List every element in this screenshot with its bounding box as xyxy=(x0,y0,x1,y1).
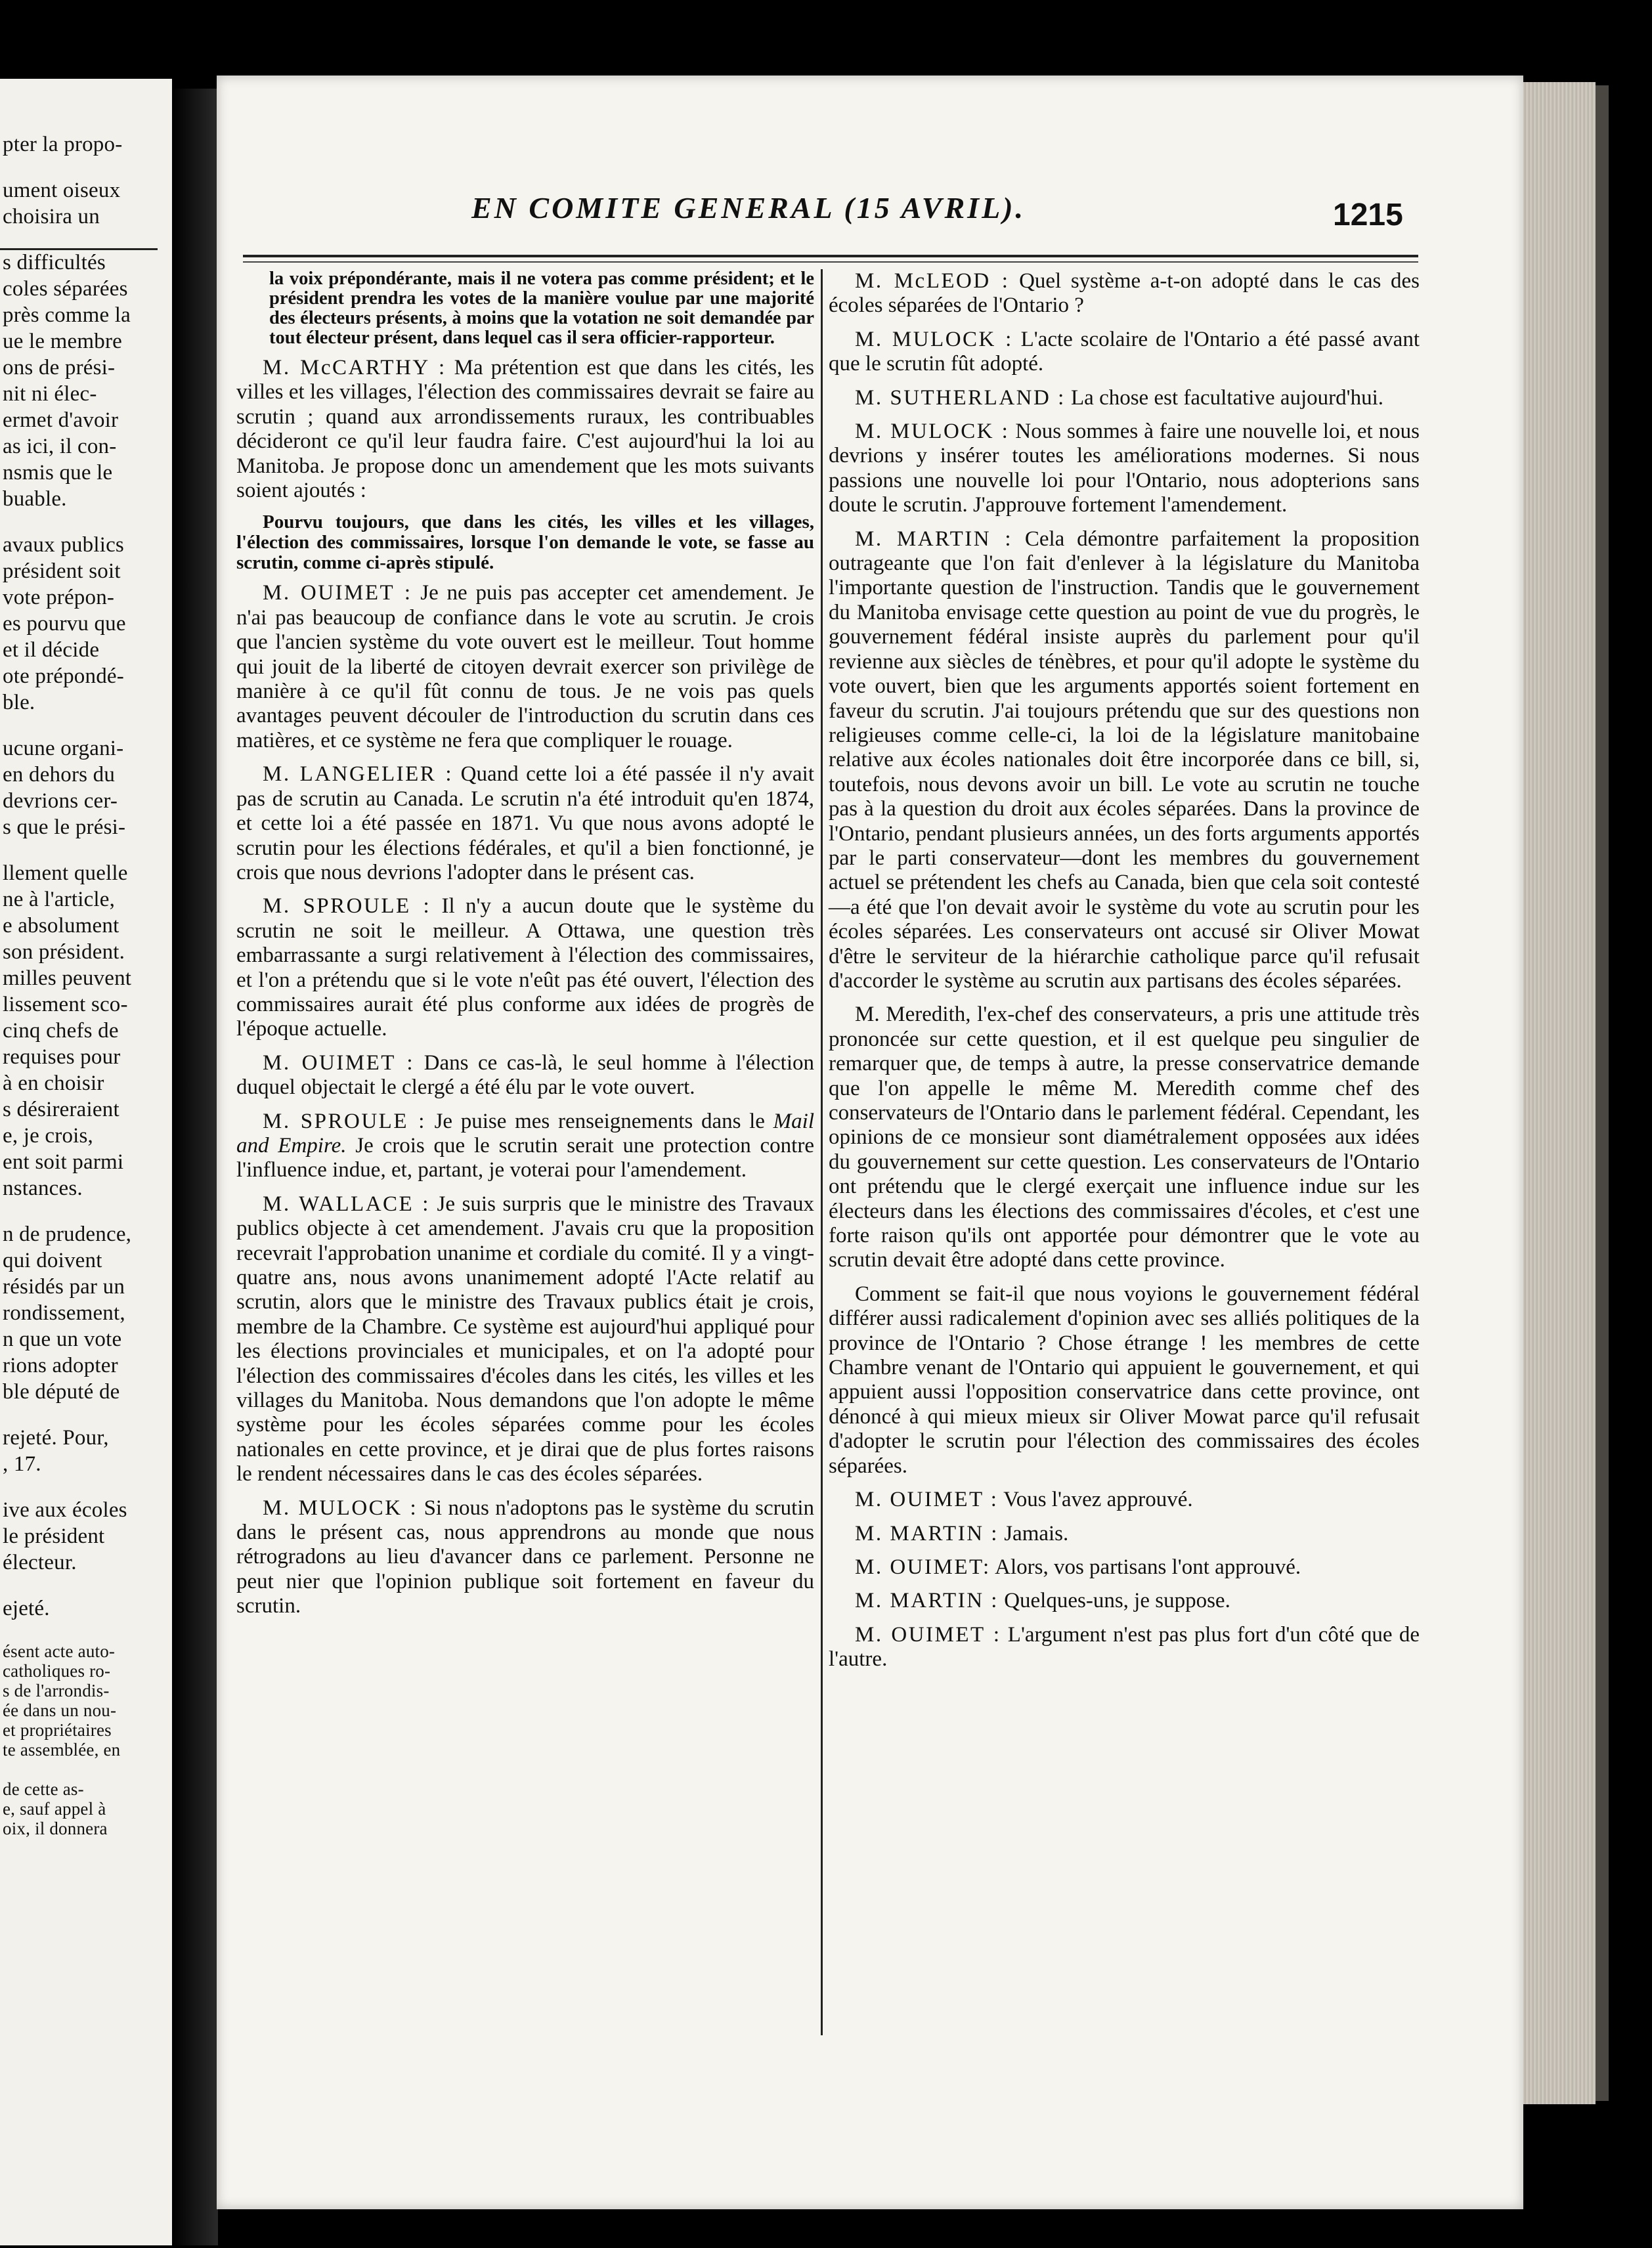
page-edges xyxy=(1523,82,1596,2104)
fragment-line: et propriétaires xyxy=(3,1720,112,1740)
speaker-name: M. MARTIN : xyxy=(855,527,1013,551)
fragment-line: en dehors du xyxy=(3,763,116,787)
fragment-line: électeur. xyxy=(3,1551,77,1574)
fragment-line: as ici, il con- xyxy=(3,435,117,458)
fragment-line: ue le membre xyxy=(3,330,122,353)
speech xyxy=(236,1496,814,1619)
amendment-quote: Pourvu toujours, que dans les cités, les villes et les villages, l'élection des commissaires, lorsque l'on demande le vote, se fasse au scrutin, comme ci-après stipulé. xyxy=(236,511,814,574)
speech-text: Quand cette loi a été passée il n'y avait pas de scrutin au Canada. Le scrutin n'a été introduit qu'en 1874, et cette loi a été passée en 1871. Vu que nous avons adopté le scrutin pour les élections fédérales, et qu'il a bien fonctionné, je crois que nous devrions l'adopter dans le présent cas. xyxy=(236,762,814,884)
speech-text: Quelques-uns, je suppose. xyxy=(1004,1589,1230,1613)
speech xyxy=(236,1051,814,1100)
speaker-name: M. SPROULE : xyxy=(263,1109,426,1133)
fragment-line: llement quelle xyxy=(3,861,128,885)
speech xyxy=(829,1623,1420,1672)
fragment-line: rondissement, xyxy=(3,1301,125,1325)
speaker-name: M. MULOCK : xyxy=(855,327,1013,351)
fragment-line: e absolument xyxy=(3,914,120,938)
speaker-name: M. MULOCK : xyxy=(855,420,1010,444)
fragment-line: ne à l'article, xyxy=(3,888,116,911)
speaker-name: M. SPROULE : xyxy=(263,894,431,919)
continued-text: la voix prépondérante, mais il ne votera pas comme président; et le président prendra les votes de la manière voulue par une majorité des électeurs présents, à moins que la votation ne soit demandée par tout électeur présent, dans lequel cas il sera officier-rapporteur. xyxy=(269,269,814,348)
speaker-name: M. LANGELIER : xyxy=(263,762,454,787)
speaker-name: M. OUIMET : xyxy=(263,581,412,605)
fragment-line: ucune organi- xyxy=(3,737,124,760)
running-header: EN COMITE GENERAL (15 AVRIL). xyxy=(471,191,1026,225)
speech-text: Dans ce cas-là, le seul homme à l'élection duquel objectait le clergé a été élu par le vote ouvert. xyxy=(236,1050,814,1100)
fragment-line: ent soit parmi xyxy=(3,1150,124,1174)
speech xyxy=(829,1589,1420,1613)
fragment-line: buable. xyxy=(3,487,67,511)
speech xyxy=(236,356,814,503)
speech-text: Vous l'avez approuvé. xyxy=(1003,1488,1193,1512)
speaker-name: M. MARTIN : xyxy=(855,1589,999,1613)
speech xyxy=(236,1192,814,1487)
speech-text: Alors, vos partisans l'ont approuvé. xyxy=(995,1555,1301,1579)
book-gutter xyxy=(172,89,218,2245)
speaker-name: M. McCARTHY : xyxy=(263,356,446,379)
newspaper-title: Mail and Empire. xyxy=(236,1109,814,1157)
speech-text: Nous sommes à faire une nouvelle loi, et nous devrions y insérer toutes les améliorations modernes. Si nous passions une nouvelle loi pour l'Ontario, nous adopterions sans doute le scrutin. J'approuve fortement l'amendement. xyxy=(829,420,1420,517)
fragment-line: et il décide xyxy=(3,638,100,662)
speech-text: Jamais. xyxy=(1004,1521,1069,1546)
fragment-line: choisira un xyxy=(3,205,100,228)
speech-text: Je suis surpris que le ministre des Travaux publics objecte à cet amendement. J'avais cru que la proposition recevrait l'approbation unanime et cordiale du comité. Il y a vingt-quatre ans, nous avons unanimement adopté l'Acte relatif au scrutin, alors que le ministre des Travaux publics était je crois, membre de la Chambre. Ce système est aujourd'hui appliqué pour les élections provinciales et municipales, et on l'a adopté pour l'élection des commissaires d'écoles dans les cités, les villes et les villages du Manitoba. Nous demandons que l'on adopte le même système pour les écoles séparées comme pour les écoles nationales en cette province, et je dirai que de plus fortes raisons le rendent nécessaires dans le cas des écoles séparées. xyxy=(236,1192,814,1486)
fragment-line: , 17. xyxy=(3,1452,41,1476)
speech xyxy=(829,386,1420,410)
fragment-line: ons de prési- xyxy=(3,356,116,379)
fragment-line: vote prépon- xyxy=(3,586,115,609)
speech xyxy=(236,1110,814,1183)
fragment-line: ble député de xyxy=(3,1380,120,1404)
fragment-line: qui doivent xyxy=(3,1249,102,1272)
fragment-line: lissement sco- xyxy=(3,993,128,1016)
paragraph: M. Meredith, l'ex-chef des conservateurs, a pris une attitude très prononcée sur cette question, et il est quelque peu singulier de remarquer que, de temps à autre, la presse conservatrice demande que l'on appelle le même M. Meredith comme chef des conservateurs de l'Ontario dans le parlement fédéral. Cependant, les opinions de ce monsieur sont diamétralement opposées aux idées du gouvernement sur cette question. Les conservateurs de l'Ontario ont prétendu que le clergé exerçait une influence indue sur les électeurs dans les élections des commissaires d'écoles, et c'est une forte raison qu'ils ont apportée pour démontrer que le vote au scrutin devait être adopté dans cette province. xyxy=(829,1003,1420,1272)
speech xyxy=(829,269,1420,318)
speech xyxy=(829,1522,1420,1546)
fragment-line: nsmis que le xyxy=(3,461,113,485)
fragment-line: oix, il donnera xyxy=(3,1819,108,1838)
speaker-name: M. OUIMET: xyxy=(855,1555,991,1579)
fragment-line: s de l'arrondis- xyxy=(3,1681,110,1700)
speaker-name: M. OUIMET : xyxy=(263,1050,415,1075)
speaker-name: M. MARTIN : xyxy=(855,1521,999,1546)
speech-text: Je puise mes renseignements dans le xyxy=(434,1109,773,1133)
fragment-line: pter la propo- xyxy=(3,133,123,156)
speaker-name: M. SUTHERLAND : xyxy=(855,385,1066,410)
adjacent-page-fragment xyxy=(0,79,172,2245)
fragment-line: requises pour xyxy=(3,1045,121,1069)
fragment-line: te assemblée, en xyxy=(3,1740,121,1760)
speech xyxy=(236,581,814,753)
fragment-line: es pourvu que xyxy=(3,612,126,636)
fragment-line: e, je crois, xyxy=(3,1124,94,1148)
header-rule-thin xyxy=(243,261,1418,263)
fragment-line: résidés par un xyxy=(3,1275,125,1299)
speech-text: Cela démontre parfaitement la proposition outrageante que l'on fait d'enlever à la législature du Manitoba l'importante question de l'instruction. Tandis que le gouvernement du Manitoba envisage cette question au point de vue du progrès, le gouvernement fédéral insiste auprès du parlement pour qu'il revienne aux siècles de ténèbres, et pour qu'il adopte le système du vote ouvert, bien que les arguments apportés soient fortement en faveur du scrutin. J'ai toujours prétendu que sur des questions non religieuses comme celle-ci, la loi de la législature manitobaine relative aux écoles nationales doit être incorporée dans ce bill, si, toutefois, nous devons avoir un bill. Le vote au scrutin ne touche pas à la question du droit aux écoles séparées. Dans la province de l'Ontario, pendant plusieurs années, un des forts arguments apportés par le parti conservateur—dont les membres du gouvernement actuel se prétendent les chefs au Canada, bien que cela soit contesté—a été que l'on devait avoir le système du vote au scrutin pour les écoles séparées. Les conservateurs ont accusé sir Oliver Mowat d'être le serviteur de la hiérarchie catholique parce qu'il refusait d'accorder le système au scrutin aux partisans des écoles séparées. xyxy=(829,527,1420,993)
fragment-line: ument oiseux xyxy=(3,179,121,202)
speech xyxy=(236,762,814,885)
fragment-line: nit ni élec- xyxy=(3,382,97,406)
page-number: 1215 xyxy=(1333,198,1403,232)
speech-text: L'acte scolaire de l'Ontario a été passé avant que le scrutin fût adopté. xyxy=(829,327,1420,376)
speech xyxy=(829,420,1420,518)
fragment-line: rions adopter xyxy=(3,1354,118,1377)
fragment-line: e, sauf appel à xyxy=(3,1799,106,1819)
speech-text: La chose est facultative aujourd'hui. xyxy=(1071,385,1384,410)
fragment-line: ive aux écoles xyxy=(3,1498,127,1522)
speech-text: L'argument n'est pas plus fort d'un côté que de l'autre. xyxy=(829,1622,1420,1672)
fragment-line: son président. xyxy=(3,940,125,964)
speaker-name: M. McLEOD : xyxy=(855,269,1010,293)
fragment-line: de cette as- xyxy=(3,1779,84,1799)
speech-text: Je ne puis pas accepter cet amendement. Je n'ai pas beaucoup de confiance dans le vote au scrutin. Je crois que l'ancien système du vote ouvert est le meilleur. Tout homme qui jouit de la liberté de citoyen devrait exercer son privilège de manière à ce qu'il fût connu de tous. Je ne vois pas quels avantages peuvent découler de l'introduction du scrutin dans ces matières, et ce système ne fera que compliquer le rouage. xyxy=(236,581,815,752)
fragment-line: ésent acte auto- xyxy=(3,1641,116,1661)
fragment-line: nstances. xyxy=(3,1177,83,1200)
fragment-line: s désireraient xyxy=(3,1098,120,1121)
left-column xyxy=(236,269,814,1628)
fragment-line: s difficultés xyxy=(3,251,106,274)
fragment-line: avaux publics xyxy=(3,533,124,557)
fragment-line: ejeté. xyxy=(3,1597,50,1620)
speech xyxy=(236,894,814,1041)
speaker-name: M. OUIMET : xyxy=(855,1622,1001,1647)
fragment-line: ée dans un nou- xyxy=(3,1700,117,1720)
header-rule xyxy=(243,255,1418,257)
fragment-line: à en choisir xyxy=(3,1071,104,1095)
fragment-line: ble. xyxy=(3,691,35,714)
speech xyxy=(829,328,1420,377)
fragment-line: ermet d'avoir xyxy=(3,408,119,432)
fragment-line: président soit xyxy=(3,559,121,583)
fragment-line: catholiques ro- xyxy=(3,1661,111,1681)
speaker-name: M. MULOCK : xyxy=(263,1496,418,1520)
speech xyxy=(829,1488,1420,1512)
fragment-line: devrions cer- xyxy=(3,789,118,813)
fragment-line: près comme la xyxy=(3,303,131,327)
page-edge-shadow xyxy=(1596,85,1609,2101)
fragment-line: rejeté. Pour, xyxy=(3,1426,109,1450)
fragment-line: n de prudence, xyxy=(3,1222,132,1246)
paragraph: Comment se fait-il que nous voyions le gouvernement fédéral différer aussi radicalement d'opinion avec ses alliés politiques de la province de l'Ontario ? Chose étrange ! les membres de cette Chambre venant de l'Ontario qui appuient le gouvernement, et qui appuient aussi l'opposition conservatrice dans cette province, ont dénoncé à qui mieux mieux sir Oliver Mowat parce qu'il refusait d'adopter le scrutin pour l'élection des commissaires des écoles séparées. xyxy=(829,1282,1420,1478)
speech xyxy=(829,527,1420,994)
fragment-line: milles peuvent xyxy=(3,966,132,990)
column-divider xyxy=(821,269,823,2035)
speech-text: Je crois que le scrutin serait une protection contre l'influence indue, et, partant, je voterai pour l'amendement. xyxy=(236,1133,814,1182)
speaker-name: M. OUIMET : xyxy=(855,1488,999,1512)
fragment-line: s que le prési- xyxy=(3,815,126,839)
right-column xyxy=(829,269,1420,1681)
fragment-line: cinq chefs de xyxy=(3,1019,119,1043)
fragment-line: coles séparées xyxy=(3,277,128,301)
speech-text: Quel système a-t-on adopté dans le cas des écoles séparées de l'Ontario ? xyxy=(829,269,1420,318)
speech xyxy=(829,1555,1420,1580)
fragment-line: n que un vote xyxy=(3,1328,122,1351)
speech-text: Ma prétention est que dans les cités, les villes et les villages, l'élection des commissaires devrait se faire au scrutin ; quand aux arrondissements ruraux, les contribuables décideront ce qu'il leur faudra faire. C'est aujourd'hui la loi au Manitoba. Je propose donc un amendement que les mots suivants soient ajoutés : xyxy=(236,356,814,503)
speech-text: Si nous n'adoptons pas le système du scrutin dans le présent cas, nous apprendrons au monde que nous rétrogradons au lieu d'avancer dans ce parlement. Personne ne peut nier que l'opinion publique soit fortement en faveur du scrutin. xyxy=(236,1496,814,1618)
speech-text: Il n'y a aucun doute que le système du scrutin ne soit le meilleur. A Ottawa, une question très embarrassante a surgi relativement à l'élection des commissaires, et l'on a prétendu que si le vote n'eût pas été ouvert, l'élection des commissaires aurait été plus conforme aux idées de progrès de l'époque actuelle. xyxy=(236,894,814,1041)
fragment-line: le président xyxy=(3,1524,105,1548)
speaker-name: M. WALLACE : xyxy=(263,1192,430,1216)
fragment-line: ote prépondé- xyxy=(3,664,124,688)
